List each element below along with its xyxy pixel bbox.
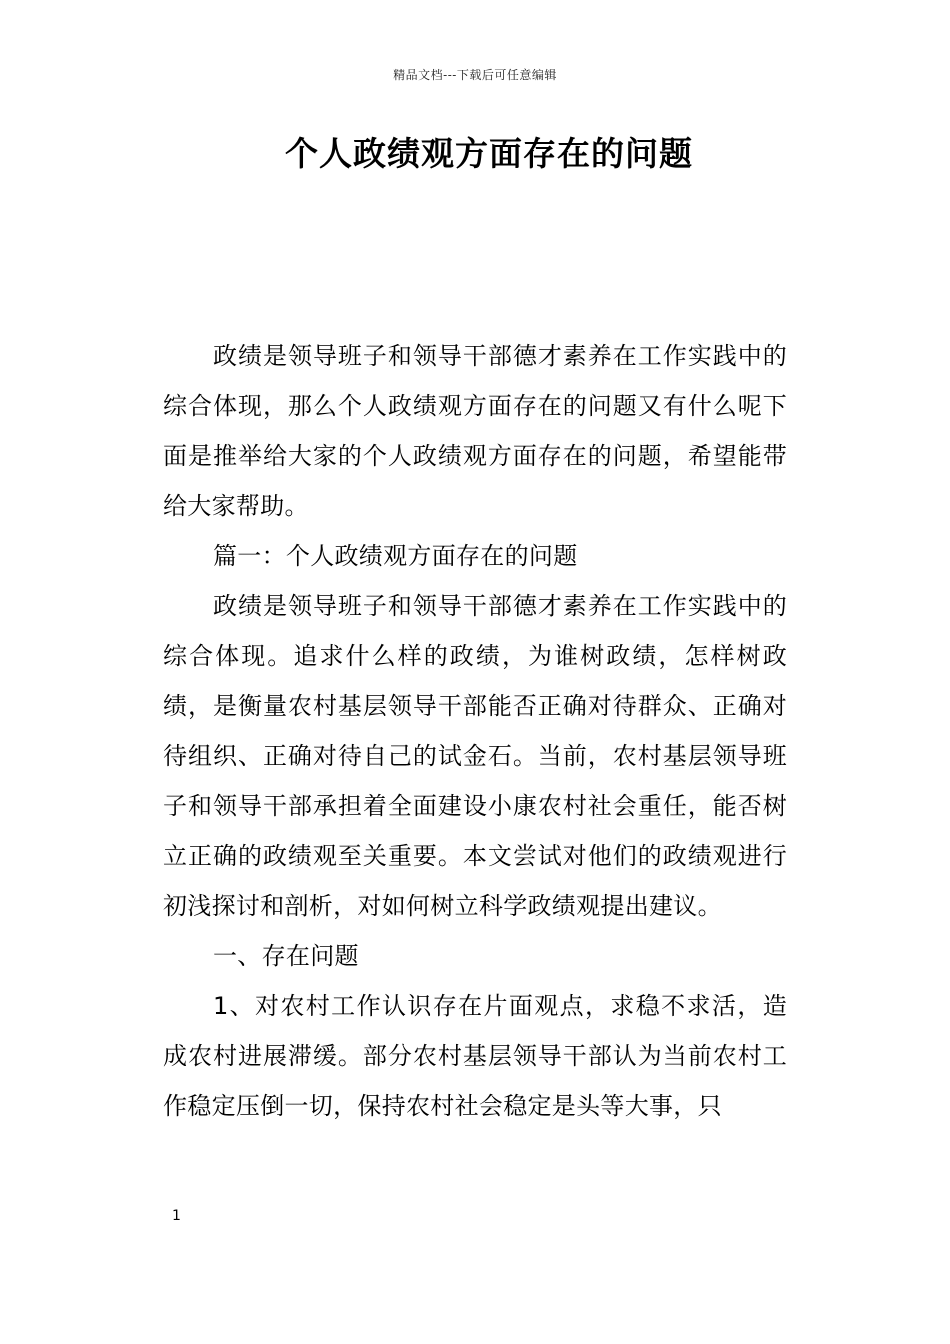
paragraph-part-one: 政绩是领导班子和领导干部德才素养在工作实践中的综合体现。追求什么样的政绩，为谁树政绩，怎样树政绩，是衡量农村基层领导干部能否正确对待群众、正确对待组织、正确对待自己的试金石。当前，农村基层领导班子和领导干部承担着全面建设小康农村社会重任，能否树立正确的政绩观至关重要。本文尝试对他们的政绩观进行初浅探讨和剖析，对如何树立科学政绩观提出建议。 xyxy=(163,592,787,920)
page-number: 1 xyxy=(172,1208,181,1224)
section-heading-part-one: 篇一：个人政绩观方面存在的问题 xyxy=(213,542,578,570)
page-header: 精品文档---下载后可任意编辑 xyxy=(393,68,557,82)
document-body xyxy=(163,331,787,1131)
paragraph-problem-1: 1、对农村工作认识存在片面观点，求稳不求活，造成农村进展滞缓。部分农村基层领导干部认为当前农村工作稳定压倒一切，保持农村社会稳定是头等大事，只 xyxy=(163,992,787,1120)
document-title: 个人政绩观方面存在的问题 xyxy=(285,134,693,173)
paragraph-intro: 政绩是领导班子和领导干部德才素养在工作实践中的综合体现，那么个人政绩观方面存在的问题又有什么呢下面是推举给大家的个人政绩观方面存在的问题，希望能带给大家帮助。 xyxy=(163,342,787,520)
section-heading-problems: 一、存在问题 xyxy=(213,942,359,970)
